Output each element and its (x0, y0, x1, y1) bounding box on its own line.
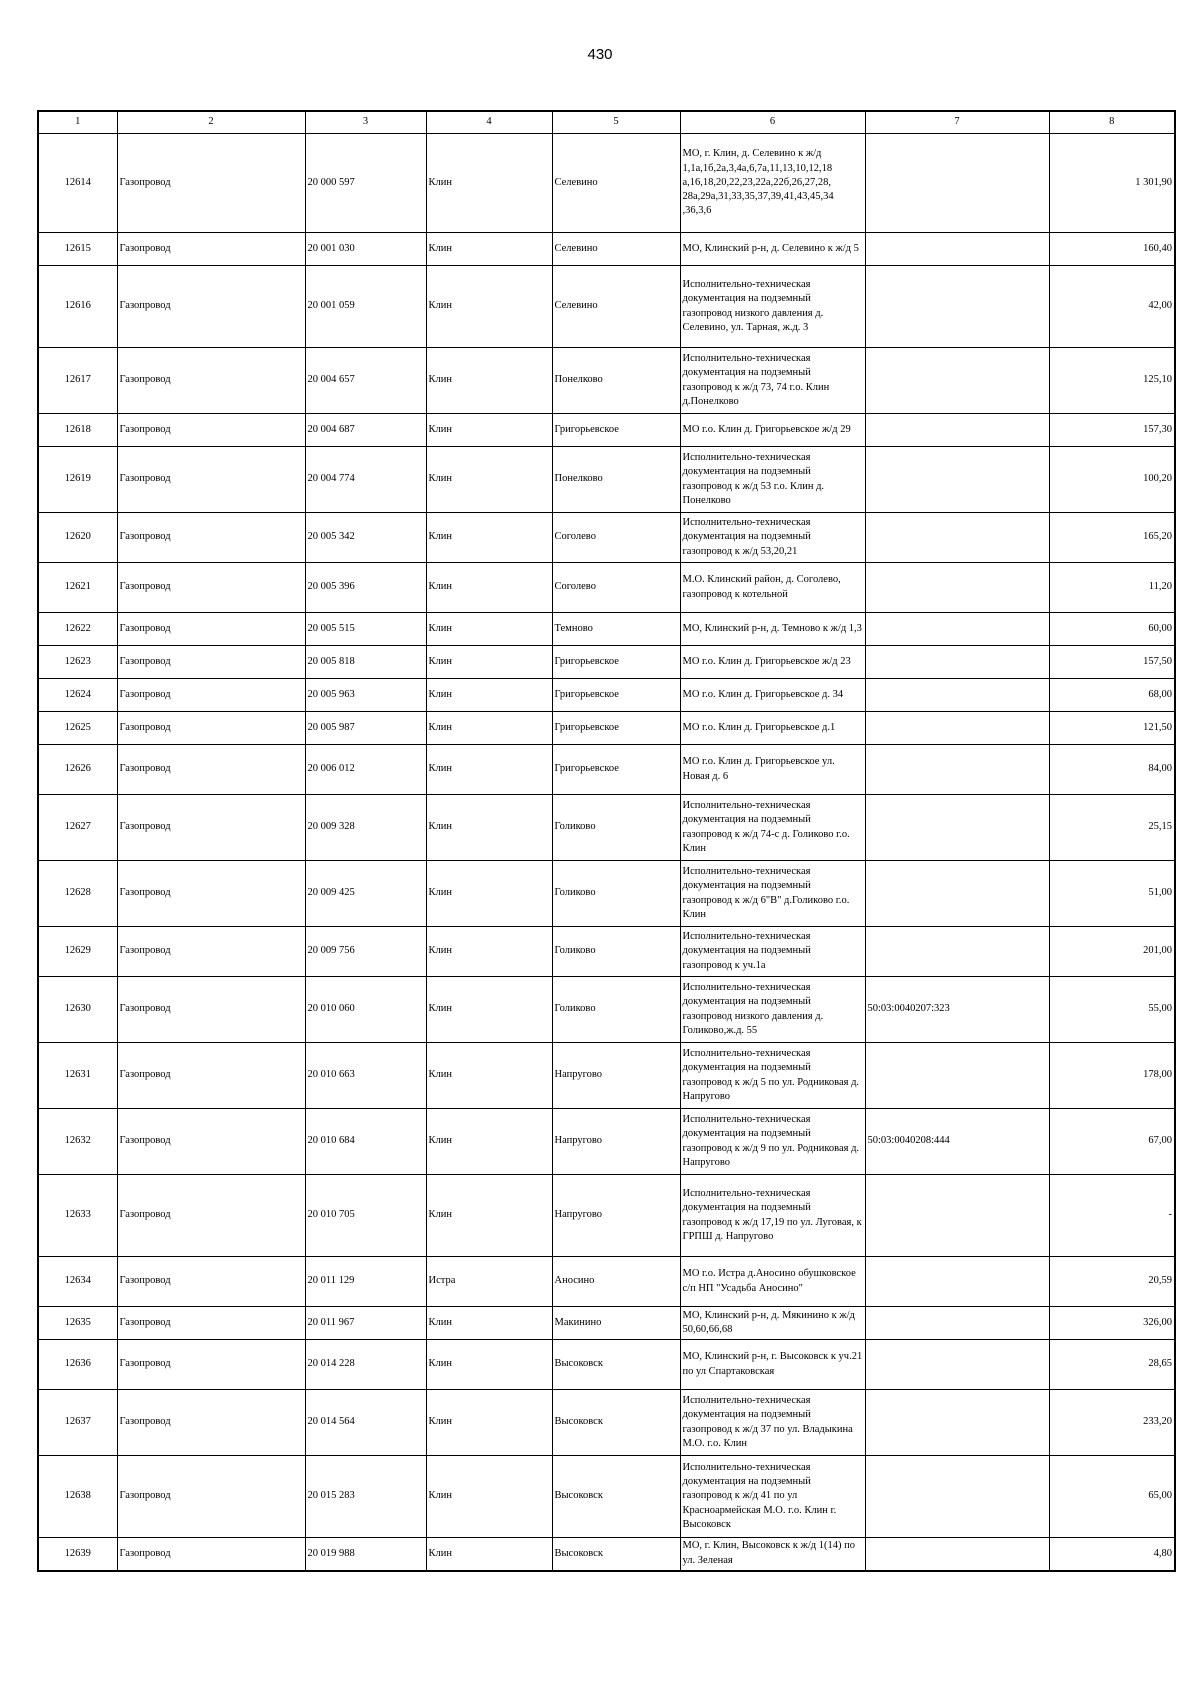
row-number-cell: 12634 (38, 1257, 117, 1307)
table-row (38, 1109, 1175, 1175)
cadastral-number-cell (865, 712, 1049, 745)
cadastral-number-cell (865, 563, 1049, 613)
cadastral-number-cell (865, 513, 1049, 563)
column-header: 8 (1049, 111, 1175, 134)
object-name-cell: Газопровод (117, 513, 305, 563)
locality-cell: Селевино (552, 233, 680, 266)
table-body (38, 134, 1175, 1571)
column-header: 3 (305, 111, 426, 134)
registry-table (37, 110, 1176, 1572)
table-row (38, 679, 1175, 712)
cadastral-number-cell (865, 134, 1049, 233)
address-cell: Исполнительно-техническая документация на подземный газопровод низкого давления д. Селевино, ул. Тарная, ж.д. 3 (680, 266, 865, 348)
length-cell: 4,80 (1049, 1538, 1175, 1571)
object-name-cell: Газопровод (117, 977, 305, 1043)
cadastral-number-cell (865, 447, 1049, 513)
cadastral-number-cell (865, 1307, 1049, 1340)
cadastral-number-cell (865, 1175, 1049, 1257)
row-number-cell: 12632 (38, 1109, 117, 1175)
locality-cell: Селевино (552, 266, 680, 348)
district-cell: Клин (426, 1538, 552, 1571)
district-cell: Клин (426, 1307, 552, 1340)
object-name-cell: Газопровод (117, 1340, 305, 1390)
object-name-cell: Газопровод (117, 1175, 305, 1257)
locality-cell: Григорьевское (552, 712, 680, 745)
district-cell: Клин (426, 1340, 552, 1390)
row-number-cell: 12618 (38, 414, 117, 447)
column-header: 1 (38, 111, 117, 134)
inventory-number-cell: 20 005 818 (305, 646, 426, 679)
inventory-number-cell: 20 005 963 (305, 679, 426, 712)
cadastral-number-cell (865, 795, 1049, 861)
district-cell: Клин (426, 1390, 552, 1456)
table-row (38, 1390, 1175, 1456)
length-cell: 157,30 (1049, 414, 1175, 447)
row-number-cell: 12624 (38, 679, 117, 712)
inventory-number-cell: 20 005 342 (305, 513, 426, 563)
length-cell: 55,00 (1049, 977, 1175, 1043)
length-cell: 25,15 (1049, 795, 1175, 861)
table-row (38, 1175, 1175, 1257)
district-cell: Клин (426, 712, 552, 745)
district-cell: Клин (426, 861, 552, 927)
address-cell: МО г.о. Клин д. Григорьевское ул. Новая д. 6 (680, 745, 865, 795)
locality-cell: Селевино (552, 134, 680, 233)
row-number-cell: 12622 (38, 613, 117, 646)
inventory-number-cell: 20 014 228 (305, 1340, 426, 1390)
inventory-number-cell: 20 000 597 (305, 134, 426, 233)
inventory-number-cell: 20 015 283 (305, 1456, 426, 1538)
cadastral-number-cell (865, 1043, 1049, 1109)
locality-cell: Григорьевское (552, 414, 680, 447)
address-cell: Исполнительно-техническая документация на подземный газопровод к ж/д 6"В" д.Голиково г.о. Клин (680, 861, 865, 927)
row-number-cell: 12633 (38, 1175, 117, 1257)
inventory-number-cell: 20 005 987 (305, 712, 426, 745)
table-row (38, 613, 1175, 646)
object-name-cell: Газопровод (117, 1043, 305, 1109)
length-cell: 84,00 (1049, 745, 1175, 795)
locality-cell: Григорьевское (552, 745, 680, 795)
address-cell: МО г.о. Клин д. Григорьевское д. 34 (680, 679, 865, 712)
length-cell: 20,59 (1049, 1257, 1175, 1307)
length-cell: 100,20 (1049, 447, 1175, 513)
district-cell: Клин (426, 447, 552, 513)
district-cell: Клин (426, 745, 552, 795)
object-name-cell: Газопровод (117, 927, 305, 977)
object-name-cell: Газопровод (117, 266, 305, 348)
row-number-cell: 12623 (38, 646, 117, 679)
inventory-number-cell: 20 010 663 (305, 1043, 426, 1109)
length-cell: - (1049, 1175, 1175, 1257)
object-name-cell: Газопровод (117, 613, 305, 646)
table-row (38, 348, 1175, 414)
length-cell: 160,40 (1049, 233, 1175, 266)
locality-cell: Голиково (552, 977, 680, 1043)
length-cell: 51,00 (1049, 861, 1175, 927)
object-name-cell: Газопровод (117, 1538, 305, 1571)
address-cell: Исполнительно-техническая документация на подземный газопровод к ж/д 9 по ул. Родниковая д. Напругово (680, 1109, 865, 1175)
row-number-cell: 12638 (38, 1456, 117, 1538)
locality-cell: Голиково (552, 927, 680, 977)
row-number-cell: 12636 (38, 1340, 117, 1390)
inventory-number-cell: 20 004 657 (305, 348, 426, 414)
locality-cell: Голиково (552, 795, 680, 861)
row-number-cell: 12617 (38, 348, 117, 414)
cadastral-number-cell (865, 266, 1049, 348)
district-cell: Клин (426, 134, 552, 233)
inventory-number-cell: 20 009 425 (305, 861, 426, 927)
cadastral-number-cell (865, 861, 1049, 927)
object-name-cell: Газопровод (117, 348, 305, 414)
object-name-cell: Газопровод (117, 679, 305, 712)
locality-cell: Понелково (552, 447, 680, 513)
address-cell: МО г.о. Истра д.Аносино обушковское с/п НП "Усадьба Аносино" (680, 1257, 865, 1307)
address-cell: МО, Клинский р-н, г. Высоковск к уч.21 по ул Спартаковская (680, 1340, 865, 1390)
length-cell: 326,00 (1049, 1307, 1175, 1340)
address-cell: Исполнительно-техническая документация на подземный газопровод к ж/д 53,20,21 (680, 513, 865, 563)
district-cell: Клин (426, 563, 552, 613)
cadastral-number-cell (865, 414, 1049, 447)
locality-cell: Напругово (552, 1175, 680, 1257)
column-header: 6 (680, 111, 865, 134)
address-cell: МО г.о. Клин д. Григорьевское д.1 (680, 712, 865, 745)
length-cell: 201,00 (1049, 927, 1175, 977)
address-cell: МО, г. Клин, д. Селевино к ж/д 1,1а,1б,2а,3,4а,6,7а,11,13,10,12,18 а,16,18,20,22,23,22а,22б,26,27,28, 28а,29а,31,33,35,37,39,41,43,45,34 ,36,3,6 (680, 134, 865, 233)
cadastral-number-cell (865, 613, 1049, 646)
table-row (38, 1257, 1175, 1307)
cadastral-number-cell: 50:03:0040208:444 (865, 1109, 1049, 1175)
row-number-cell: 12615 (38, 233, 117, 266)
locality-cell: Макинино (552, 1307, 680, 1340)
cadastral-number-cell (865, 927, 1049, 977)
locality-cell: Григорьевское (552, 679, 680, 712)
row-number-cell: 12631 (38, 1043, 117, 1109)
address-cell: Исполнительно-техническая документация на подземный газопровод к ж/д 74-с д. Голиково г.о. Клин (680, 795, 865, 861)
length-cell: 233,20 (1049, 1390, 1175, 1456)
inventory-number-cell: 20 009 328 (305, 795, 426, 861)
object-name-cell: Газопровод (117, 745, 305, 795)
cadastral-number-cell (865, 348, 1049, 414)
cadastral-number-cell (865, 1390, 1049, 1456)
table-row (38, 134, 1175, 233)
address-cell: Исполнительно-техническая документация на подземный газопровод к ж/д 41 по ул Красноармейская М.О. г.о. Клин г. Высоковск (680, 1456, 865, 1538)
column-header: 4 (426, 111, 552, 134)
row-number-cell: 12620 (38, 513, 117, 563)
length-cell: 11,20 (1049, 563, 1175, 613)
address-cell: Исполнительно-техническая документация на подземный газопровод к уч.1а (680, 927, 865, 977)
length-cell: 68,00 (1049, 679, 1175, 712)
address-cell: Исполнительно-техническая документация на подземный газопровод к ж/д 53 г.о. Клин д. Понелково (680, 447, 865, 513)
table-row (38, 1340, 1175, 1390)
length-cell: 28,65 (1049, 1340, 1175, 1390)
district-cell: Клин (426, 613, 552, 646)
inventory-number-cell: 20 019 988 (305, 1538, 426, 1571)
cadastral-number-cell (865, 1456, 1049, 1538)
object-name-cell: Газопровод (117, 861, 305, 927)
length-cell: 60,00 (1049, 613, 1175, 646)
locality-cell: Высоковск (552, 1340, 680, 1390)
inventory-number-cell: 20 010 705 (305, 1175, 426, 1257)
district-cell: Клин (426, 646, 552, 679)
length-cell: 178,00 (1049, 1043, 1175, 1109)
column-header: 2 (117, 111, 305, 134)
table-row (38, 1043, 1175, 1109)
inventory-number-cell: 20 011 967 (305, 1307, 426, 1340)
cadastral-number-cell (865, 1257, 1049, 1307)
address-cell: Исполнительно-техническая документация на подземный газопровод к ж/д 73, 74 г.о. Клин д.Понелково (680, 348, 865, 414)
table-row (38, 977, 1175, 1043)
district-cell: Клин (426, 1175, 552, 1257)
locality-cell: Соголево (552, 563, 680, 613)
object-name-cell: Газопровод (117, 1390, 305, 1456)
table-row (38, 563, 1175, 613)
district-cell: Клин (426, 513, 552, 563)
length-cell: 42,00 (1049, 266, 1175, 348)
length-cell: 1 301,90 (1049, 134, 1175, 233)
locality-cell: Голиково (552, 861, 680, 927)
locality-cell: Аносино (552, 1257, 680, 1307)
address-cell: МО г.о. Клин д. Григорьевское ж/д 29 (680, 414, 865, 447)
row-number-cell: 12619 (38, 447, 117, 513)
table-row (38, 712, 1175, 745)
object-name-cell: Газопровод (117, 1257, 305, 1307)
address-cell: МО, Клинский р-н, д. Мякинино к ж/д 50,60,66,68 (680, 1307, 865, 1340)
length-cell: 65,00 (1049, 1456, 1175, 1538)
table-row (38, 927, 1175, 977)
column-header: 7 (865, 111, 1049, 134)
inventory-number-cell: 20 005 396 (305, 563, 426, 613)
row-number-cell: 12627 (38, 795, 117, 861)
row-number-cell: 12630 (38, 977, 117, 1043)
district-cell: Клин (426, 1043, 552, 1109)
row-number-cell: 12637 (38, 1390, 117, 1456)
cadastral-number-cell (865, 1538, 1049, 1571)
table-row (38, 861, 1175, 927)
inventory-number-cell: 20 001 059 (305, 266, 426, 348)
object-name-cell: Газопровод (117, 1109, 305, 1175)
row-number-cell: 12625 (38, 712, 117, 745)
district-cell: Клин (426, 233, 552, 266)
address-cell: Исполнительно-техническая документация на подземный газопровод к ж/д 17,19 по ул. Луговая, к ГРПШ д. Напругово (680, 1175, 865, 1257)
inventory-number-cell: 20 009 756 (305, 927, 426, 977)
column-header: 5 (552, 111, 680, 134)
object-name-cell: Газопровод (117, 233, 305, 266)
object-name-cell: Газопровод (117, 414, 305, 447)
row-number-cell: 12628 (38, 861, 117, 927)
locality-cell: Высоковск (552, 1538, 680, 1571)
row-number-cell: 12626 (38, 745, 117, 795)
object-name-cell: Газопровод (117, 1307, 305, 1340)
locality-cell: Напругово (552, 1043, 680, 1109)
district-cell: Клин (426, 977, 552, 1043)
inventory-number-cell: 20 006 012 (305, 745, 426, 795)
inventory-number-cell: 20 011 129 (305, 1257, 426, 1307)
locality-cell: Григорьевское (552, 646, 680, 679)
row-number-cell: 12635 (38, 1307, 117, 1340)
cadastral-number-cell (865, 1340, 1049, 1390)
row-number-cell: 12639 (38, 1538, 117, 1571)
locality-cell: Высоковск (552, 1390, 680, 1456)
address-cell: Исполнительно-техническая документация на подземный газопровод к ж/д 5 по ул. Родниковая д. Напругово (680, 1043, 865, 1109)
length-cell: 121,50 (1049, 712, 1175, 745)
inventory-number-cell: 20 005 515 (305, 613, 426, 646)
length-cell: 67,00 (1049, 1109, 1175, 1175)
object-name-cell: Газопровод (117, 447, 305, 513)
row-number-cell: 12616 (38, 266, 117, 348)
district-cell: Клин (426, 1456, 552, 1538)
address-cell: Исполнительно-техническая документация на подземный газопровод к ж/д 37 по ул. Владыкина М.О. г.о. Клин (680, 1390, 865, 1456)
locality-cell: Темново (552, 613, 680, 646)
cadastral-number-cell (865, 233, 1049, 266)
district-cell: Клин (426, 266, 552, 348)
table-row (38, 414, 1175, 447)
object-name-cell: Газопровод (117, 646, 305, 679)
district-cell: Клин (426, 679, 552, 712)
district-cell: Клин (426, 795, 552, 861)
locality-cell: Высоковск (552, 1456, 680, 1538)
object-name-cell: Газопровод (117, 712, 305, 745)
table-row (38, 1538, 1175, 1571)
table-row (38, 266, 1175, 348)
object-name-cell: Газопровод (117, 1456, 305, 1538)
district-cell: Клин (426, 348, 552, 414)
address-cell: МО, г. Клин, Высоковск к ж/д 1(14) по ул. Зеленая (680, 1538, 865, 1571)
district-cell: Клин (426, 1109, 552, 1175)
row-number-cell: 12621 (38, 563, 117, 613)
cadastral-number-cell (865, 679, 1049, 712)
row-number-cell: 12629 (38, 927, 117, 977)
object-name-cell: Газопровод (117, 563, 305, 613)
row-number-cell: 12614 (38, 134, 117, 233)
length-cell: 125,10 (1049, 348, 1175, 414)
cadastral-number-cell: 50:03:0040207:323 (865, 977, 1049, 1043)
table-row (38, 513, 1175, 563)
address-cell: МО г.о. Клин д. Григорьевское ж/д 23 (680, 646, 865, 679)
table-row (38, 233, 1175, 266)
inventory-number-cell: 20 010 060 (305, 977, 426, 1043)
inventory-number-cell: 20 004 687 (305, 414, 426, 447)
cadastral-number-cell (865, 646, 1049, 679)
address-cell: М.О. Клинский район, д. Соголево, газопровод к котельной (680, 563, 865, 613)
table-row (38, 447, 1175, 513)
inventory-number-cell: 20 010 684 (305, 1109, 426, 1175)
page-number: 430 (587, 46, 613, 63)
inventory-number-cell: 20 004 774 (305, 447, 426, 513)
table-row (38, 1307, 1175, 1340)
table-row (38, 745, 1175, 795)
locality-cell: Соголево (552, 513, 680, 563)
table-row (38, 646, 1175, 679)
locality-cell: Понелково (552, 348, 680, 414)
length-cell: 165,20 (1049, 513, 1175, 563)
cadastral-number-cell (865, 745, 1049, 795)
address-cell: МО, Клинский р-н, д. Темново к ж/д 1,3 (680, 613, 865, 646)
address-cell: МО, Клинский р-н, д. Селевино к ж/д 5 (680, 233, 865, 266)
object-name-cell: Газопровод (117, 134, 305, 233)
locality-cell: Напругово (552, 1109, 680, 1175)
district-cell: Клин (426, 927, 552, 977)
district-cell: Истра (426, 1257, 552, 1307)
table-row (38, 1456, 1175, 1538)
address-cell: Исполнительно-техническая документация на подземный газопровод низкого давления д. Голиково,ж.д. 55 (680, 977, 865, 1043)
object-name-cell: Газопровод (117, 795, 305, 861)
inventory-number-cell: 20 001 030 (305, 233, 426, 266)
district-cell: Клин (426, 414, 552, 447)
length-cell: 157,50 (1049, 646, 1175, 679)
inventory-number-cell: 20 014 564 (305, 1390, 426, 1456)
header-row (38, 111, 1175, 134)
table-row (38, 795, 1175, 861)
